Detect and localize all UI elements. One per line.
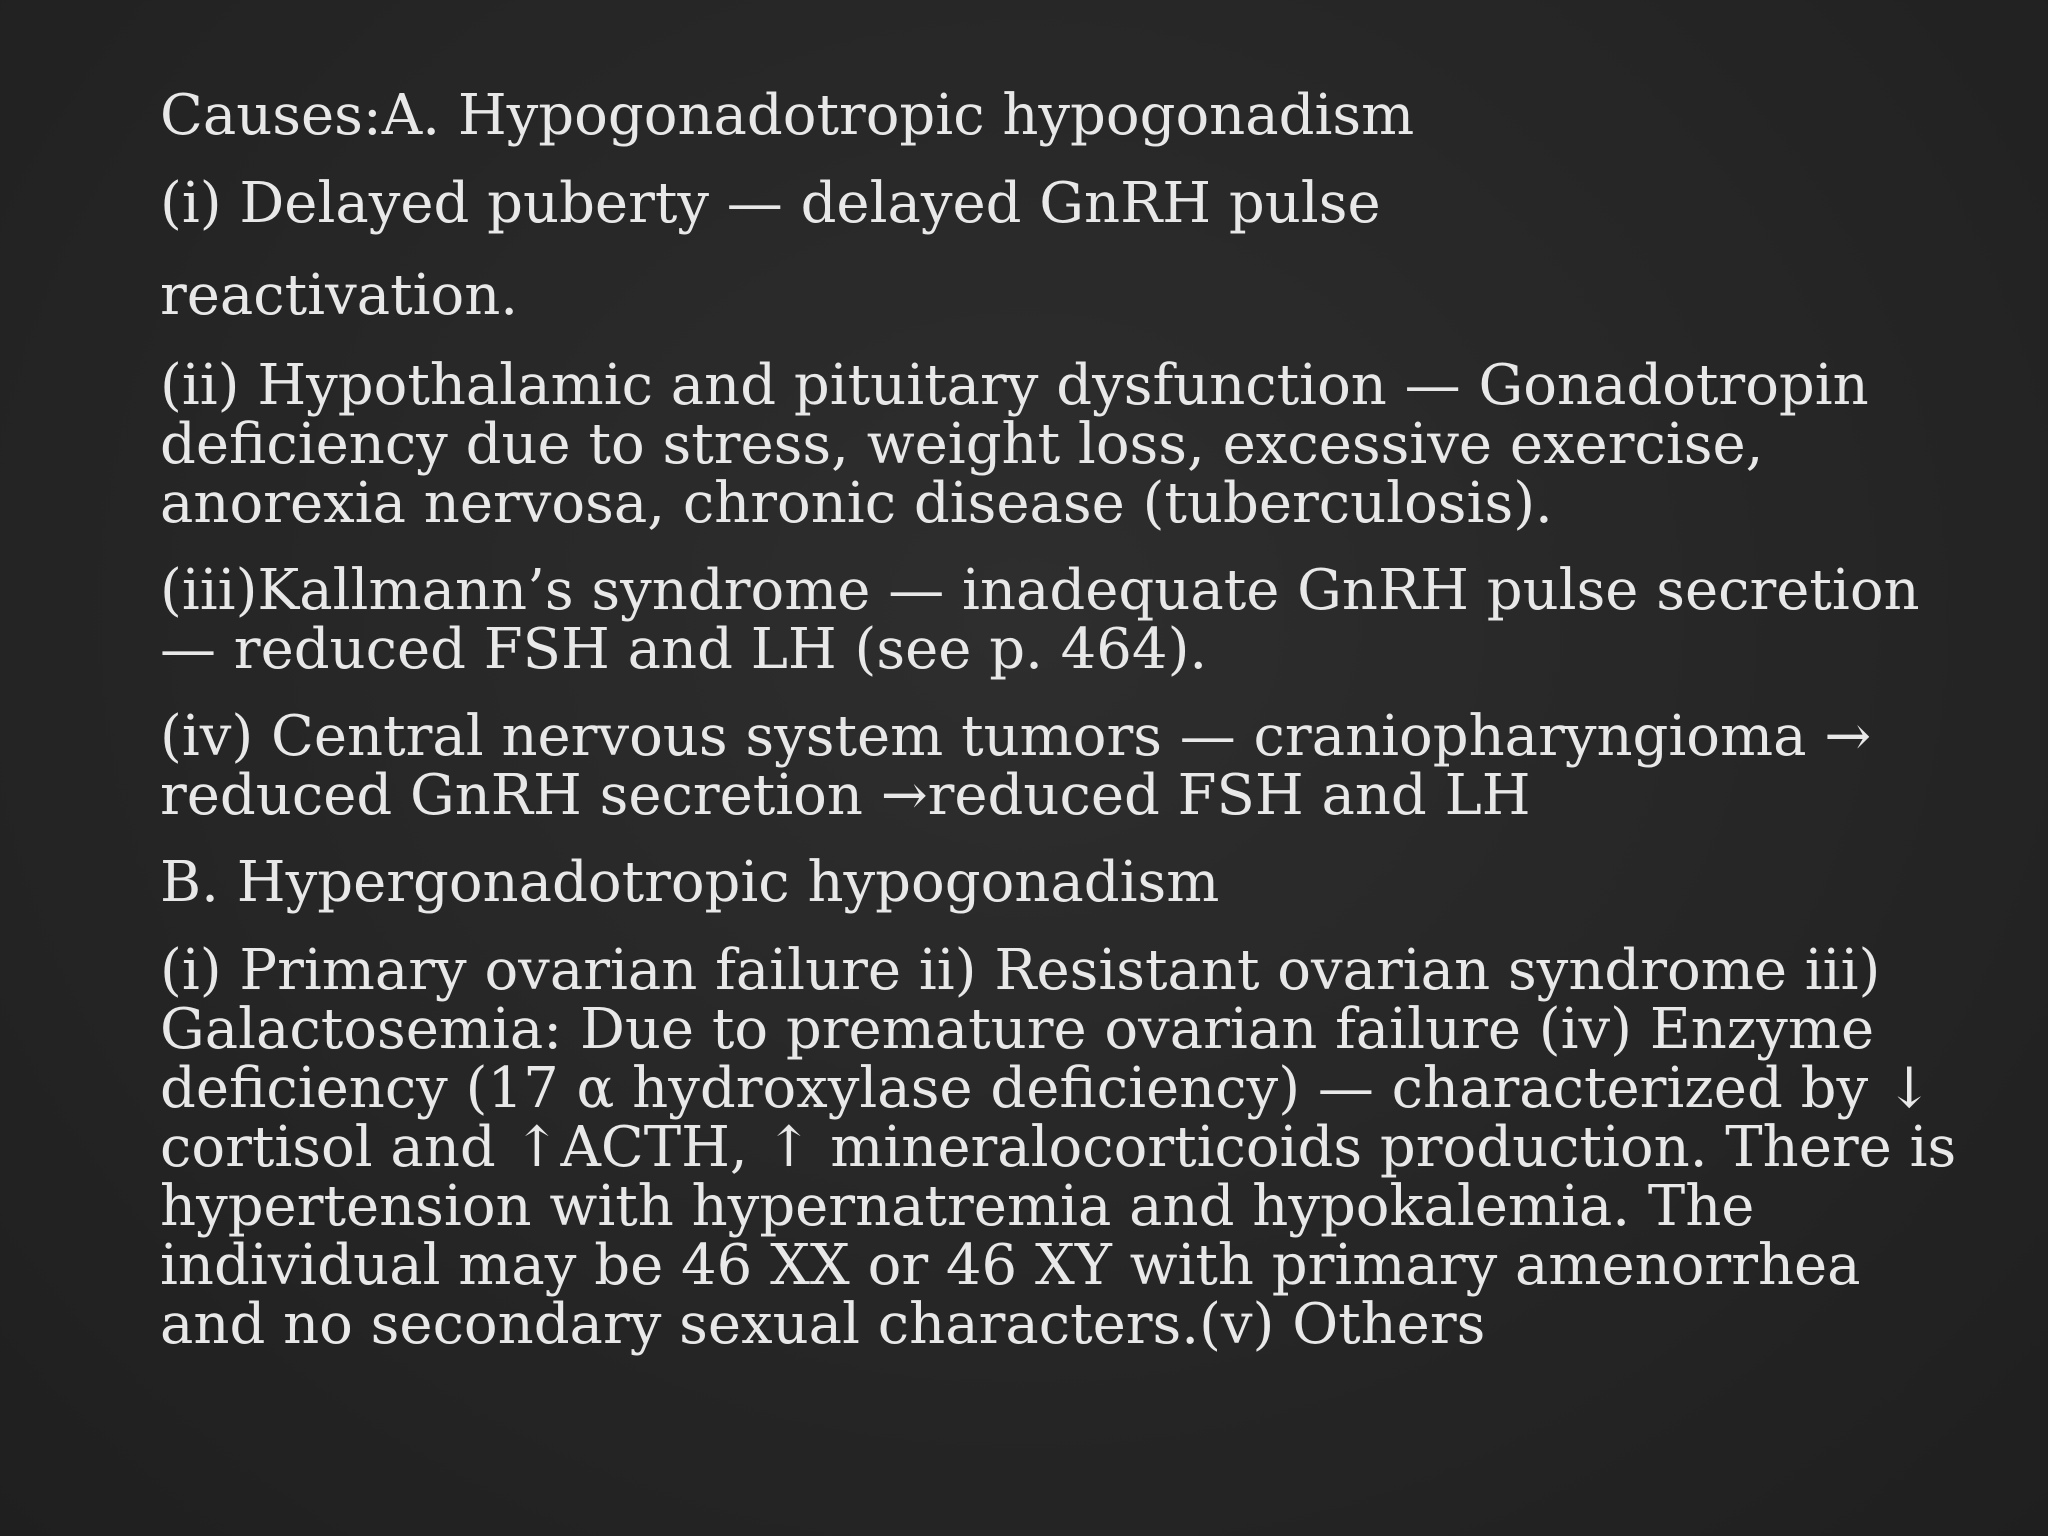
text-line: anorexia nervosa, chronic disease (tuberculosis). bbox=[160, 471, 1553, 536]
item-cns-tumors bbox=[160, 704, 1920, 828]
text-line: and no secondary sexual characters.(v) Others bbox=[160, 1292, 1486, 1357]
item-reactivation bbox=[160, 263, 1920, 328]
text-line: hypertension with hypernatremia and hypokalemia. The bbox=[160, 1174, 1755, 1239]
text-line: (i) Primary ovarian failure ii) Resistant ovarian syndrome iii) bbox=[160, 938, 1881, 1003]
text-line: deficiency due to stress, weight loss, excessive exercise, bbox=[160, 412, 1764, 477]
text-line: deficiency (17 α hydroxylase deficiency) — characterized by ↓ bbox=[160, 1056, 1933, 1121]
text-line: cortisol and ↑ACTH, ↑ mineralocorticoids production. There is bbox=[160, 1115, 1957, 1180]
text-line: (iv) Central nervous system tumors — craniopharyngioma → bbox=[160, 704, 1872, 769]
item-hypergonadotropic-causes bbox=[160, 938, 1957, 1357]
item-delayed-puberty bbox=[160, 171, 1920, 236]
text-line: B. Hypergonadotropic hypogonadism bbox=[160, 850, 1220, 915]
causes-heading bbox=[160, 83, 1920, 148]
slide-content bbox=[160, 83, 1957, 1466]
text-line: Causes:A. Hypogonadotropic hypogonadism bbox=[160, 83, 1415, 148]
item-kallmann-syndrome bbox=[160, 558, 1920, 682]
section-b-heading bbox=[160, 850, 1920, 915]
text-line: (ii) Hypothalamic and pituitary dysfunction — Gonadotropin bbox=[160, 353, 1869, 418]
text-line: Galactosemia: Due to premature ovarian failure (iv) Enzyme bbox=[160, 997, 1875, 1062]
text-line: individual may be 46 XX or 46 XY with primary amenorrhea bbox=[160, 1233, 1861, 1298]
item-hypothalamic-dysfunction bbox=[160, 353, 1920, 536]
text-line: (iii)Kallmann’s syndrome — inadequate GnRH pulse secretion bbox=[160, 558, 1920, 623]
text-line: — reduced FSH and LH (see p. 464). bbox=[160, 617, 1208, 682]
text-line: (i) Delayed puberty — delayed GnRH pulse bbox=[160, 171, 1381, 236]
text-line: reduced GnRH secretion →reduced FSH and LH bbox=[160, 763, 1531, 828]
text-line: reactivation. bbox=[160, 263, 519, 328]
